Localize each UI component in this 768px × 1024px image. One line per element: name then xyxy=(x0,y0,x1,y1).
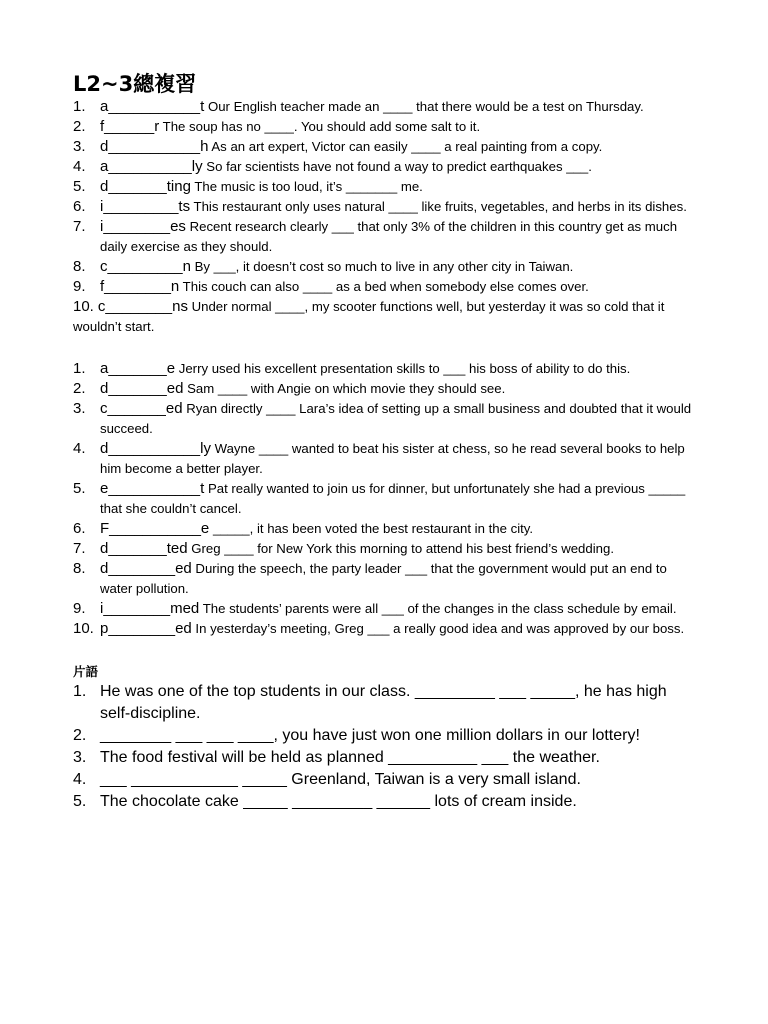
question-item xyxy=(73,599,695,619)
phrase-sentence: The chocolate cake _____ _________ ______ lots of cream inside. xyxy=(100,793,577,810)
target-word-blank: f________n xyxy=(100,278,180,295)
target-word-blank: d________ed xyxy=(100,560,192,577)
question-number: 1. xyxy=(73,98,86,115)
target-word-blank: i________es xyxy=(100,218,186,235)
target-word-blank: d___________h xyxy=(100,138,209,155)
phrase-item xyxy=(73,791,695,813)
question-number: 6. xyxy=(73,198,86,215)
question-item xyxy=(73,277,695,297)
question-number: 2. xyxy=(73,727,87,744)
target-word-blank: c_______ed xyxy=(100,400,183,417)
question-number: 3. xyxy=(73,749,87,766)
target-word-blank: i_________ts xyxy=(100,198,191,215)
question-number: 5. xyxy=(73,480,86,497)
phrases-section xyxy=(73,681,695,813)
question-item xyxy=(73,297,695,337)
question-sentence: By ___, it doesn’t cost so much to live in any other city in Taiwan. xyxy=(190,259,574,274)
question-number: 4. xyxy=(73,771,87,788)
target-word-blank: f______r xyxy=(100,118,160,135)
question-number: 5. xyxy=(73,178,86,195)
question-item xyxy=(73,619,695,639)
target-word-blank: a___________t xyxy=(100,98,205,115)
question-item xyxy=(73,137,695,157)
question-item xyxy=(73,439,695,479)
phrase-item xyxy=(73,747,695,769)
question-number: 10. xyxy=(73,620,94,637)
question-number: 6. xyxy=(73,520,86,537)
question-sentence: The music is too loud, it’s _______ me. xyxy=(190,179,423,194)
question-item xyxy=(73,359,695,379)
question-item xyxy=(73,97,695,117)
question-number: 4. xyxy=(73,158,86,175)
question-sentence: During the speech, the party leader ___ that the government would put an end to water pollution. xyxy=(100,561,667,596)
target-word-blank: c_________n xyxy=(100,258,191,275)
question-item xyxy=(73,197,695,217)
phrase-sentence: ___ ____________ _____ Greenland, Taiwan is a very small island. xyxy=(100,771,581,788)
question-item xyxy=(73,379,695,399)
question-sentence: This restaurant only uses natural ____ like fruits, vegetables, and herbs in its dishes. xyxy=(190,199,687,214)
question-item xyxy=(73,559,695,599)
phrase-item xyxy=(73,681,695,725)
question-number: 9. xyxy=(73,278,86,295)
question-sentence: The soup has no ____. You should add some salt to it. xyxy=(159,119,481,134)
question-sentence: Greg ____ for New York this morning to attend his best friend’s wedding. xyxy=(187,541,614,556)
vocabulary-section-1 xyxy=(73,97,695,337)
vocabulary-section-2 xyxy=(73,359,695,639)
question-sentence: Sam ____ with Angie on which movie they should see. xyxy=(183,381,506,396)
phrase-sentence: He was one of the top students in our class. _________ ___ _____, he has high self-discipline. xyxy=(100,683,667,722)
question-sentence: As an art expert, Victor can easily ____ a real painting from a copy. xyxy=(208,139,603,154)
question-sentence: Recent research clearly ___ that only 3% of the children in this country get as much daily exercise as they should. xyxy=(100,219,678,254)
question-number: 8. xyxy=(73,560,86,577)
phrase-item xyxy=(73,725,695,747)
question-item xyxy=(73,117,695,137)
phrase-sentence: The food festival will be held as planned __________ ___ the weather. xyxy=(100,749,600,766)
target-word-blank: p________ed xyxy=(100,620,192,637)
target-word-blank: d___________ly xyxy=(100,440,211,457)
phrases-section-label: 片語 xyxy=(73,664,99,679)
target-word-blank: c________ns xyxy=(97,298,188,315)
question-item xyxy=(73,217,695,257)
target-word-blank: e___________t xyxy=(100,480,205,497)
question-item xyxy=(73,177,695,197)
question-number: 2. xyxy=(73,380,86,397)
target-word-blank: d_______ted xyxy=(100,540,188,557)
target-word-blank: d_______ed xyxy=(100,380,184,397)
question-sentence: Jerry used his excellent presentation skills to ___ his boss of ability to do this. xyxy=(175,361,631,376)
question-sentence: In yesterday’s meeting, Greg ___ a really good idea and was approved by our boss. xyxy=(191,621,685,636)
question-item xyxy=(73,257,695,277)
target-word-blank: a_______e xyxy=(100,360,176,377)
question-item xyxy=(73,519,695,539)
question-number: 8. xyxy=(73,258,86,275)
question-number: 4. xyxy=(73,440,86,457)
target-word-blank: d_______ting xyxy=(100,178,191,195)
question-sentence: This couch can also ____ as a bed when somebody else comes over. xyxy=(179,279,589,294)
question-number: 3. xyxy=(73,138,86,155)
question-sentence: The students’ parents were all ___ of the changes in the class schedule by email. xyxy=(199,601,677,616)
phrase-item xyxy=(73,769,695,791)
question-sentence: _____, it has been voted the best restaurant in the city. xyxy=(209,521,534,536)
question-sentence: Pat really wanted to join us for dinner, but unfortunately she had a previous _____ that she couldn’t cancel. xyxy=(100,481,686,516)
target-word-blank: i________med xyxy=(100,600,200,617)
question-item xyxy=(73,539,695,559)
question-sentence: Ryan directly ____ Lara’s idea of setting up a small business and doubted that it would succeed. xyxy=(100,401,692,436)
worksheet-page xyxy=(73,72,695,813)
question-item xyxy=(73,157,695,177)
question-sentence: Wayne ____ wanted to beat his sister at chess, so he read several books to help him become a better player. xyxy=(100,441,685,476)
target-word-blank: a__________ly xyxy=(100,158,203,175)
question-sentence: So far scientists have not found a way to predict earthquakes ___. xyxy=(202,159,592,174)
question-number: 10. xyxy=(73,298,94,315)
target-word-blank: F___________e xyxy=(100,520,210,537)
question-number: 5. xyxy=(73,793,87,810)
question-number: 7. xyxy=(73,540,86,557)
question-number: 1. xyxy=(73,683,87,700)
question-sentence: Under normal ____, my scooter functions well, but yesterday it was so cold that it wouldn’t start. xyxy=(73,299,665,334)
question-number: 2. xyxy=(73,118,86,135)
question-number: 3. xyxy=(73,400,86,417)
phrase-sentence: ________ ___ ___ ____, you have just won one million dollars in our lottery! xyxy=(100,727,640,744)
question-number: 7. xyxy=(73,218,86,235)
question-item xyxy=(73,479,695,519)
question-item xyxy=(73,399,695,439)
page-title: L2~3總複習 xyxy=(73,72,197,96)
question-number: 1. xyxy=(73,360,86,377)
question-sentence: Our English teacher made an ____ that there would be a test on Thursday. xyxy=(204,99,644,114)
question-number: 9. xyxy=(73,600,86,617)
